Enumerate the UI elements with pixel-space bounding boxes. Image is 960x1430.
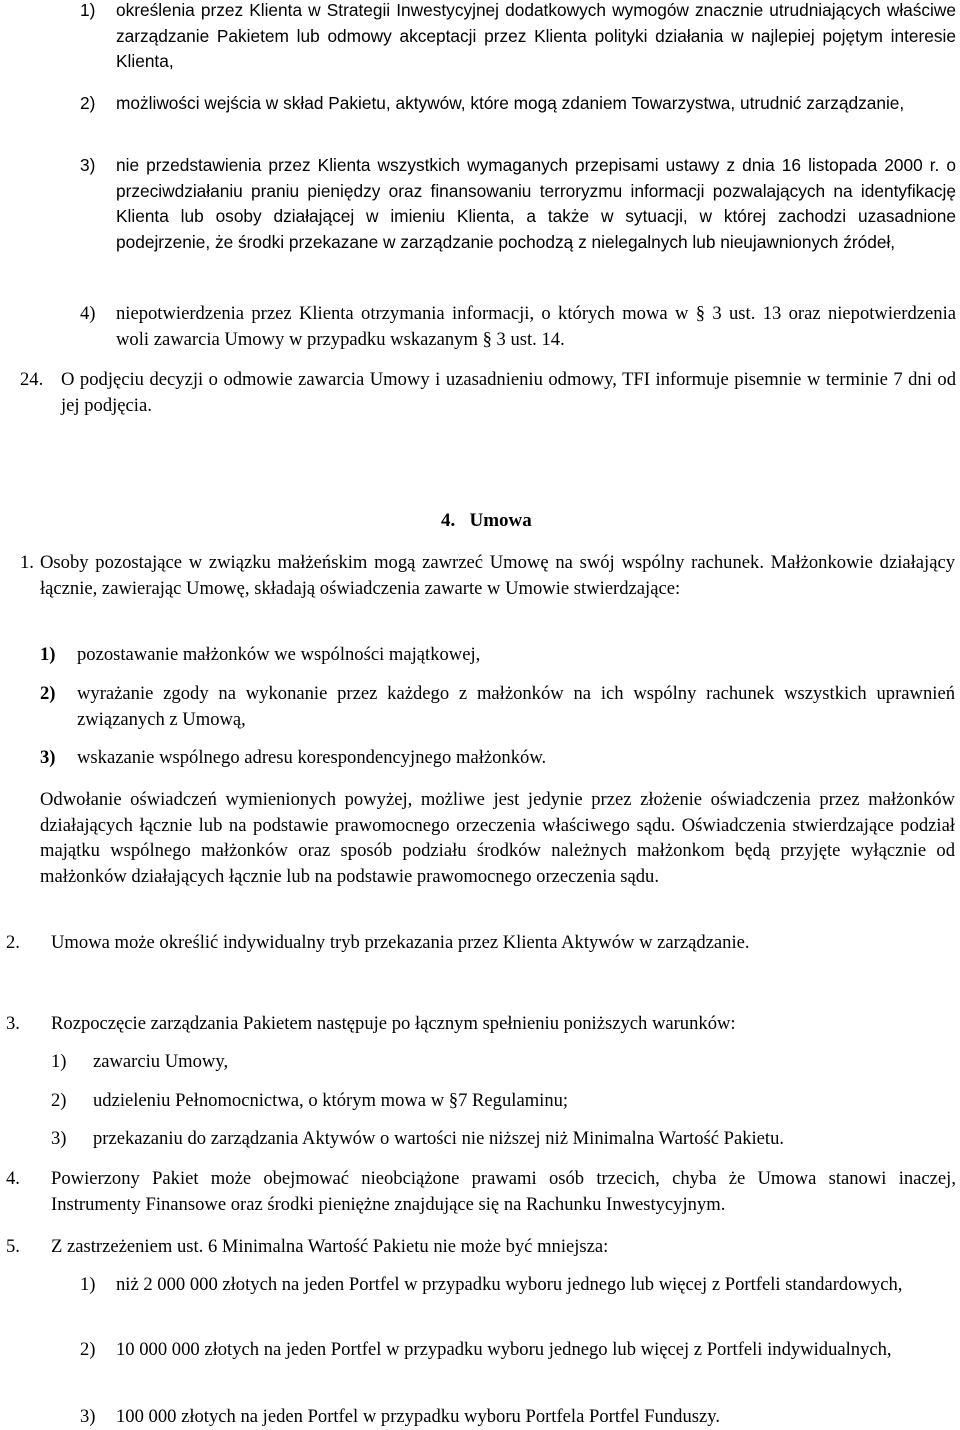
list-item-text: przekazaniu do zarządzania Aktywów o wartości nie niższej niż Minimalna Wartość Pakietu.: [93, 1128, 785, 1149]
list-number: 3): [80, 1406, 96, 1427]
list-number: 2): [51, 1090, 67, 1111]
list-item-text: udzieleniu Pełnomocnictwa, o którym mowa w §7 Regulaminu;: [93, 1090, 569, 1111]
list-number: 3): [40, 747, 56, 768]
list-number: 1): [80, 0, 96, 20]
paragraph-text: Odwołanie oświadczeń wymienionych powyżej, możliwe jest jedynie przez złożenie oświadczenia przez małżonków działających łącznie lub na podstawie prawomocnego orzeczenia właściwego sądu. Oświadczenia stwierdzające podział majątku wspólnego małżonków oraz sposób podziału środków należnych małżonkom będą przyjęte wyłącznie od małżonków działających łącznie lub na podstawie prawomocnego orzeczenia sądu.: [40, 789, 955, 887]
list-item-text: 100 000 złotych na jeden Portfel w przypadku wyboru Portfela Portfel Funduszy.: [116, 1406, 720, 1427]
paragraph-number: 3.: [6, 1013, 20, 1034]
paragraph-number: 5.: [6, 1236, 20, 1257]
paragraph-text: Umowa może określić indywidualny tryb przekazania przez Klienta Aktywów w zarządzanie.: [51, 932, 750, 953]
list-item-text: niepotwierdzenia przez Klienta otrzymania informacji, o których mowa w § 3 ust. 13 oraz niepotwierdzenia woli zawarcia Umowy w przypadku wskazanym § 3 ust. 14.: [116, 303, 956, 350]
paragraph-number: 4.: [6, 1168, 20, 1189]
paragraph-text: Z zastrzeżeniem ust. 6 Minimalna Wartość Pakietu nie może być mniejsza:: [51, 1236, 609, 1257]
paragraph-number: 2.: [6, 932, 20, 953]
list-item-text: wyrażanie zgody na wykonanie przez każdego z małżonków na ich wspólny rachunek wszystkich uprawnień związanych z Umową,: [77, 683, 955, 730]
paragraph-number: 1.: [20, 552, 34, 573]
paragraph-text: Powierzony Pakiet może obejmować nieobciążone prawami osób trzecich, chyba że Umowa stanowi inaczej, Instrumenty Finansowe oraz środki pieniężne znajdujące się na Rachunku Inwestycyjnym.: [51, 1168, 956, 1215]
list-number: 1): [80, 1274, 96, 1295]
list-number: 1): [40, 644, 56, 665]
paragraph-text: O podjęciu decyzji o odmowie zawarcia Umowy i uzasadnieniu odmowy, TFI informuje pisemnie w terminie 7 dni od jej podjęcia.: [61, 369, 956, 416]
paragraph-number: 24.: [20, 369, 44, 390]
list-item-text: pozostawanie małżonków we wspólności majątkowej,: [77, 644, 481, 665]
list-number: 3): [80, 155, 96, 175]
list-item-text: określenia przez Klienta w Strategii Inwestycyjnej dodatkowych wymogów znacznie utrudniających właściwe zarządzanie Pakietem lub odmowy akceptacji przez Klienta polityki działania w najlepiej pojętym interesie Klienta,: [116, 0, 956, 71]
section-title: Umowa: [469, 510, 532, 531]
paragraph-text: Rozpoczęcie zarządzania Pakietem następuje po łącznym spełnieniu poniższych warunków:: [51, 1013, 736, 1034]
list-item-text: zawarciu Umowy,: [93, 1051, 229, 1072]
section-number: 4.: [441, 510, 456, 531]
list-number: 2): [40, 683, 56, 704]
list-number: 1): [51, 1051, 67, 1072]
list-item-text: niż 2 000 000 złotych na jeden Portfel w przypadku wyboru jednego lub więcej z Portfeli standardowych,: [116, 1274, 903, 1295]
section-heading: [441, 510, 532, 532]
paragraph-text: Osoby pozostające w związku małżeńskim mogą zawrzeć Umowę na swój wspólny rachunek. Małżonkowie działający łącznie, zawierając Umowę, składają oświadczenia zawarte w Umowie stwierdzające:: [40, 552, 955, 599]
list-item-text: 10 000 000 złotych na jeden Portfel w przypadku wyboru jednego lub więcej z Portfeli indywidualnych,: [116, 1339, 892, 1360]
list-number: 2): [80, 93, 96, 113]
list-number: 3): [51, 1128, 67, 1149]
list-item-text: możliwości wejścia w skład Pakietu, aktywów, które mogą zdaniem Towarzystwa, utrudnić zarządzanie,: [116, 93, 905, 113]
list-number: 4): [80, 303, 96, 324]
list-item-text: wskazanie wspólnego adresu korespondencyjnego małżonków.: [77, 747, 547, 768]
list-number: 2): [80, 1339, 96, 1360]
list-item-text: nie przedstawienia przez Klienta wszystkich wymaganych przepisami ustawy z dnia 16 listopada 2000 r. o przeciwdziałaniu praniu pieniędzy oraz finansowaniu terroryzmu informacji pozwalających na identyfikację Klienta lub osoby działającej w imieniu Klienta, a także w sytuacji, w której zachodzi uzasadnione podejrzenie, że środki przekazane w zarządzanie pochodzą z nielegalnych lub nieujawnionych źródeł,: [116, 155, 956, 252]
